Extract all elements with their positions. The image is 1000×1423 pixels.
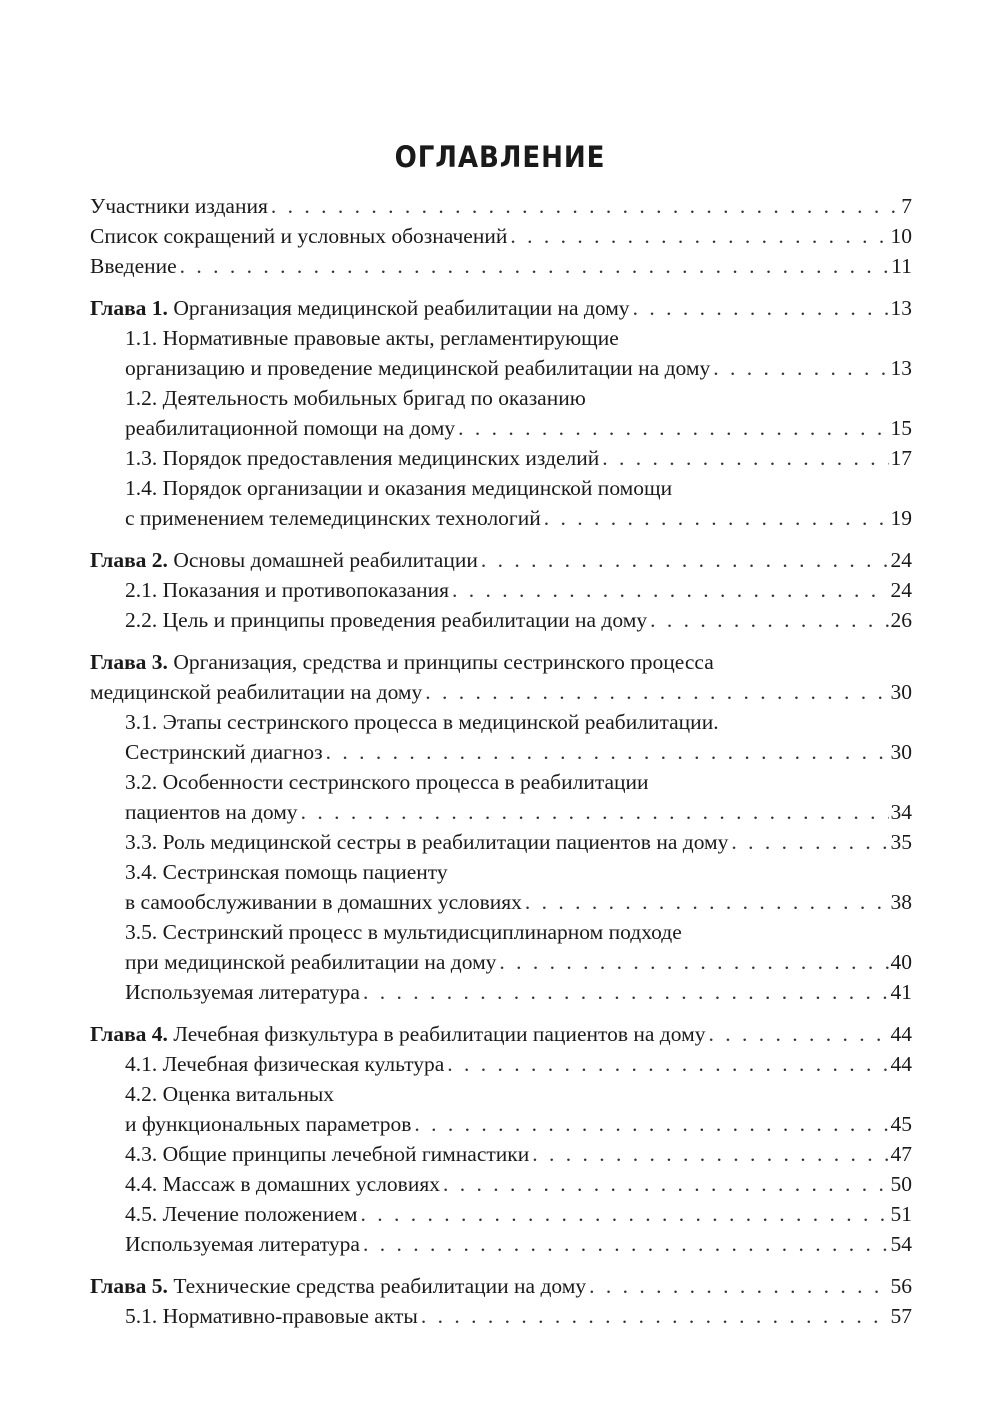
page-number: 47 <box>890 1142 912 1166</box>
chapter-label: Глава 2. <box>90 548 168 572</box>
page-number: 57 <box>890 1304 912 1328</box>
toc-entry-line <box>90 545 912 575</box>
toc-subentry-line <box>90 1109 912 1139</box>
toc-entry-line <box>90 647 912 677</box>
dot-leader <box>452 575 889 605</box>
dot-leader <box>633 293 889 323</box>
dot-leader <box>301 797 889 827</box>
chapter-block <box>90 1019 912 1259</box>
entry-title: 2.1. Показания и противопоказания <box>125 578 449 602</box>
table-of-contents <box>90 191 912 1331</box>
dot-leader <box>532 1139 888 1169</box>
page-number: 50 <box>890 1172 912 1196</box>
toc-subentry-line <box>90 1169 912 1199</box>
toc-subentry-line <box>90 857 912 887</box>
entry-title: 5.1. Нормативно-правовые акты <box>125 1304 418 1328</box>
toc-subentry-line <box>90 353 912 383</box>
page-number: 44 <box>890 1052 912 1076</box>
toc-subentry-line <box>90 887 912 917</box>
dot-leader <box>271 191 899 221</box>
toc-entry-line <box>90 191 912 221</box>
dot-leader <box>363 1229 889 1259</box>
toc-entry-line <box>90 293 912 323</box>
toc-subentry-line <box>90 827 912 857</box>
page-number: 17 <box>890 446 912 470</box>
toc-subentry-line <box>90 1301 912 1331</box>
entry-title: реабилитационной помощи на дому <box>125 416 456 440</box>
dot-leader <box>589 1271 888 1301</box>
page-number: 51 <box>890 1202 912 1226</box>
toc-subentry-line <box>90 947 912 977</box>
dot-leader <box>731 827 888 857</box>
toc-subentry-line <box>90 383 912 413</box>
dot-leader <box>414 1109 888 1139</box>
entry-title: 4.1. Лечебная физическая культура <box>125 1052 445 1076</box>
toc-subentry-line <box>90 443 912 473</box>
dot-leader <box>510 221 888 251</box>
dot-leader <box>425 677 888 707</box>
entry-title: Список сокращений и условных обозначений <box>90 224 508 248</box>
toc-entry-line <box>90 1019 912 1049</box>
entry-title: Используемая литература <box>125 1232 360 1256</box>
entry-title: Введение <box>90 254 177 278</box>
dot-leader <box>713 353 888 383</box>
chapter-label: Глава 3. <box>90 650 168 674</box>
entry-title: Основы домашней реабилитации <box>173 548 478 572</box>
chapter-block <box>90 293 912 533</box>
chapter-label: Глава 5. <box>90 1274 168 1298</box>
toc-subentry-line <box>90 323 912 353</box>
entry-title: 4.4. Массаж в домашних условиях <box>125 1172 440 1196</box>
chapter-label: Глава 4. <box>90 1022 168 1046</box>
entry-title: 1.2. Деятельность мобильных бригад по оказанию <box>125 386 586 410</box>
entry-title: Организация медицинской реабилитации на дому <box>173 296 630 320</box>
entry-title: 4.5. Лечение положением <box>125 1202 358 1226</box>
toc-subentry-line <box>90 737 912 767</box>
page-number: 56 <box>890 1274 912 1298</box>
page-number: 38 <box>890 890 912 914</box>
page-number: 11 <box>891 254 912 278</box>
toc-entry-line <box>90 251 912 281</box>
toc-subentry-line <box>90 1199 912 1229</box>
toc-subentry-line <box>90 917 912 947</box>
entry-title: при медицинской реабилитации на дому <box>125 950 497 974</box>
page-number: 13 <box>890 296 912 320</box>
entry-title: с применением телемедицинских технологий <box>125 506 541 530</box>
chapter-label: Глава 1. <box>90 296 168 320</box>
entry-title: Технические средства реабилитации на дому <box>173 1274 587 1298</box>
page-number: 19 <box>890 506 912 530</box>
page-number: 15 <box>890 416 912 440</box>
entry-title: 2.2. Цель и принципы проведения реабилитации на дому <box>125 608 648 632</box>
dot-leader <box>421 1301 889 1331</box>
entry-title: 3.5. Сестринский процесс в мультидисциплинарном подходе <box>125 920 682 944</box>
toc-subentry-line <box>90 977 912 1007</box>
dot-leader <box>544 503 889 533</box>
entry-title: 1.4. Порядок организации и оказания медицинской помощи <box>125 476 673 500</box>
dot-leader <box>499 947 888 977</box>
toc-subentry-line <box>90 413 912 443</box>
dot-leader <box>650 605 888 635</box>
dot-leader <box>363 977 889 1007</box>
toc-subentry-line <box>90 1049 912 1079</box>
page-number: 40 <box>890 950 912 974</box>
dot-leader <box>525 887 889 917</box>
entry-title: Сестринский диагноз <box>125 740 323 764</box>
entry-title: 3.4. Сестринская помощь пациенту <box>125 860 448 884</box>
dot-leader <box>326 737 889 767</box>
dot-leader <box>458 413 888 443</box>
entry-title: 3.1. Этапы сестринского процесса в медицинской реабилитации. <box>125 710 719 734</box>
toc-subentry-line <box>90 575 912 605</box>
entry-title: пациентов на дому <box>125 800 298 824</box>
page-number: 34 <box>890 800 912 824</box>
toc-entry-line <box>90 1271 912 1301</box>
toc-entry-line <box>90 677 912 707</box>
page-number: 24 <box>890 548 912 572</box>
entry-title: 4.2. Оценка витальных <box>125 1082 335 1106</box>
dot-leader <box>602 443 888 473</box>
toc-subentry-line <box>90 605 912 635</box>
toc-subentry-line <box>90 1139 912 1169</box>
entry-title: 4.3. Общие принципы лечебной гимнастики <box>125 1142 530 1166</box>
page-number: 45 <box>890 1112 912 1136</box>
entry-title: 1.1. Нормативные правовые акты, регламентирующие <box>125 326 619 350</box>
entry-title: организацию и проведение медицинской реабилитации на дому <box>125 356 711 380</box>
entry-title: Участники издания <box>90 194 268 218</box>
page-number: 54 <box>890 1232 912 1256</box>
toc-subentry-line <box>90 797 912 827</box>
page-number: 13 <box>890 356 912 380</box>
page-number: 30 <box>890 740 912 764</box>
entry-title: Лечебная физкультура в реабилитации пациентов на дому <box>173 1022 706 1046</box>
toc-entry-line <box>90 221 912 251</box>
toc-subentry-line <box>90 473 912 503</box>
page-number: 10 <box>890 224 912 248</box>
toc-subentry-line <box>90 707 912 737</box>
dot-leader <box>180 251 890 281</box>
entry-title: Используемая литература <box>125 980 360 1004</box>
page-number: 35 <box>890 830 912 854</box>
chapter-block <box>90 647 912 1007</box>
page-title: ОГЛАВЛЕНИЕ <box>394 140 606 174</box>
page-number: 26 <box>890 608 912 632</box>
entry-title: Организация, средства и принципы сестринского процесса <box>173 650 714 674</box>
chapter-block <box>90 545 912 635</box>
entry-title: медицинской реабилитации на дому <box>90 680 423 704</box>
toc-subentry-line <box>90 1079 912 1109</box>
chapter-block <box>90 1271 912 1331</box>
entry-title: и функциональных параметров <box>125 1112 412 1136</box>
toc-subentry-line <box>90 503 912 533</box>
entry-title: 3.3. Роль медицинской сестры в реабилитации пациентов на дому <box>125 830 729 854</box>
toc-subentry-line <box>90 767 912 797</box>
entry-title: 3.2. Особенности сестринского процесса в реабилитации <box>125 770 649 794</box>
page-number: 30 <box>890 680 912 704</box>
page-number: 41 <box>890 980 912 1004</box>
toc-subentry-line <box>90 1229 912 1259</box>
dot-leader <box>481 545 889 575</box>
page-number: 44 <box>890 1022 912 1046</box>
dot-leader <box>361 1199 889 1229</box>
dot-leader <box>443 1169 889 1199</box>
entry-title: в самообслуживании в домашних условиях <box>125 890 522 914</box>
dot-leader <box>447 1049 888 1079</box>
page-number: 24 <box>890 578 912 602</box>
page-number: 7 <box>901 194 912 218</box>
entry-title: 1.3. Порядок предоставления медицинских изделий <box>125 446 600 470</box>
dot-leader <box>708 1019 888 1049</box>
